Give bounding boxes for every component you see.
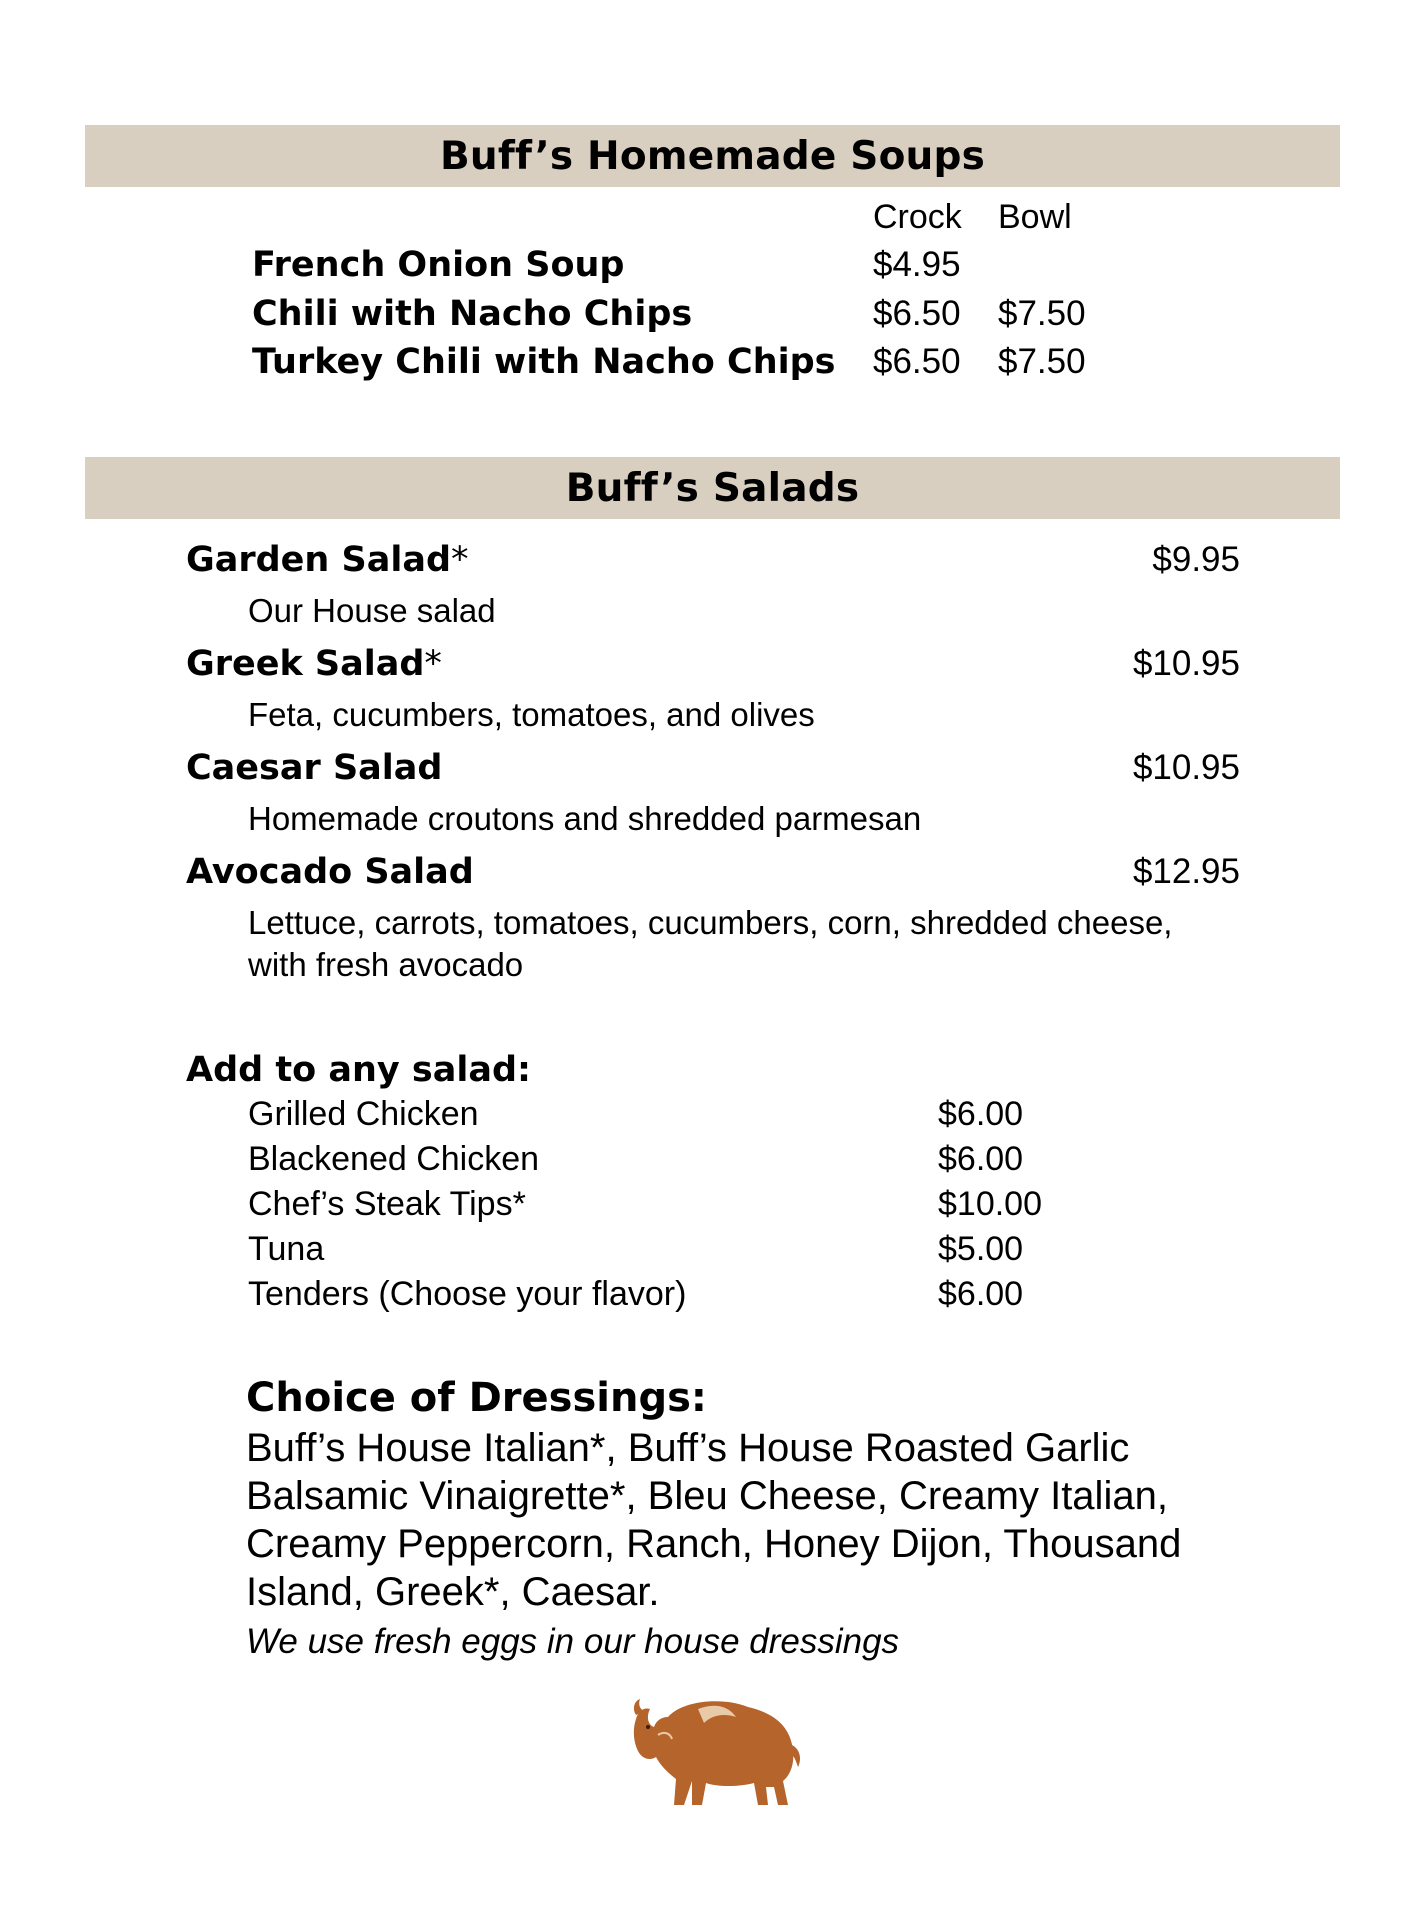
addon-price: $6.00: [938, 1140, 1024, 1178]
buffalo-icon: [628, 1695, 804, 1810]
salad-name-text: Garden Salad: [186, 540, 451, 580]
dressings-title: Choice of Dressings:: [246, 1375, 707, 1421]
salad-name: [186, 540, 469, 580]
salad-name-text: Avocado Salad: [186, 852, 474, 892]
soup-name: Chili with Nacho Chips: [252, 294, 693, 334]
salad-description: Homemade croutons and shredded parmesan: [248, 800, 922, 837]
soups-title: Buff’s Homemade Soups: [439, 133, 986, 179]
salad-description-line2: with fresh avocado: [248, 946, 524, 983]
addon-name: Grilled Chicken: [248, 1095, 479, 1133]
addon-name: Tuna: [248, 1230, 325, 1268]
salad-price: $10.95: [1132, 644, 1240, 683]
salad-name: [186, 644, 442, 684]
dressings-list: Buff’s House Italian*, Buff’s House Roasted Garlic Balsamic Vinaigrette*, Bleu Cheese, Creamy Italian, Creamy Peppercorn, Ranch, Honey Dijon, Thousand Island, Greek*, Caesar.: [246, 1426, 1182, 1614]
dressings-note: We use fresh eggs in our house dressings: [246, 1622, 900, 1661]
salad-name: [186, 748, 442, 788]
salad-description: Our House salad: [248, 592, 496, 629]
soups-header-band: [85, 125, 1340, 187]
soup-crock-price: $4.95: [873, 245, 961, 284]
soup-crock-price: $6.50: [873, 342, 961, 381]
addon-price: $6.00: [938, 1275, 1024, 1313]
salad-price: $9.95: [1152, 540, 1240, 579]
salad-star: *: [424, 644, 442, 684]
salad-star: *: [451, 540, 469, 580]
col-crock-label: Crock: [873, 198, 962, 236]
soup-bowl-price: $7.50: [998, 342, 1086, 381]
addon-price: $10.00: [938, 1185, 1042, 1223]
addons-title: Add to any salad:: [186, 1050, 531, 1090]
addon-name: Blackened Chicken: [248, 1140, 540, 1178]
soup-bowl-price: $7.50: [998, 294, 1086, 333]
col-bowl-label: Bowl: [998, 198, 1072, 236]
addon-price: $5.00: [938, 1230, 1024, 1268]
salad-price: $12.95: [1132, 852, 1240, 891]
salads-title: Buff’s Salads: [565, 465, 860, 511]
salad-name-text: Greek Salad: [186, 644, 425, 684]
addon-name: Tenders (Choose your flavor): [248, 1275, 687, 1313]
salad-price: $10.95: [1132, 748, 1240, 787]
soup-name: Turkey Chili with Nacho Chips: [252, 342, 836, 382]
salad-name: [186, 852, 474, 892]
salad-name-text: Caesar Salad: [186, 748, 443, 788]
soup-crock-price: $6.50: [873, 294, 961, 333]
addon-price: $6.00: [938, 1095, 1024, 1133]
salad-description-line1: Lettuce, carrots, tomatoes, cucumbers, corn, shredded cheese,: [248, 904, 1173, 941]
salads-header-band: [85, 457, 1340, 519]
soup-name: French Onion Soup: [252, 245, 625, 285]
addon-name: Chef’s Steak Tips*: [248, 1185, 526, 1223]
salad-description: Feta, cucumbers, tomatoes, and olives: [248, 696, 815, 733]
